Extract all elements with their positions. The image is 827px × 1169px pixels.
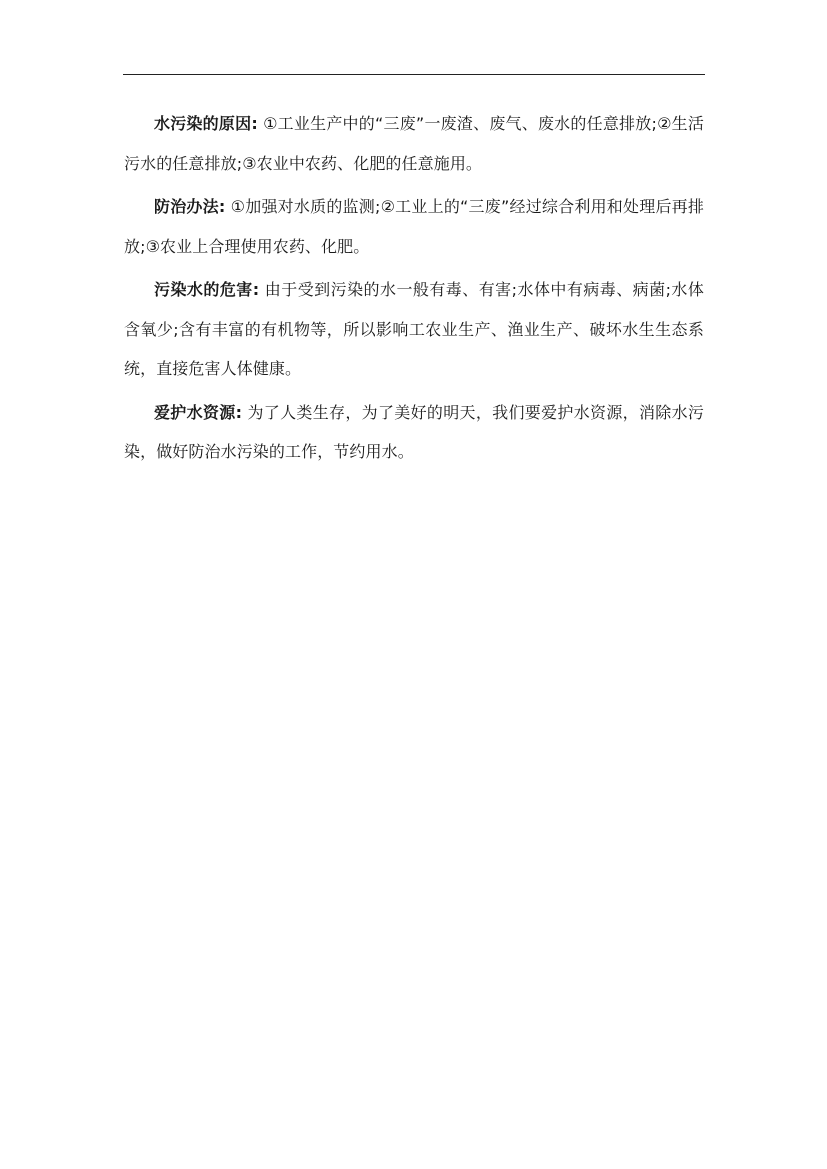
paragraph-pollution-harms xyxy=(124,270,704,389)
term-protect-water: 爱护水资源 xyxy=(154,402,236,422)
term-separator: : xyxy=(252,280,260,299)
document-body xyxy=(124,104,704,476)
term-prevention-methods: 防治办法 xyxy=(154,197,219,216)
term-separator: : xyxy=(235,402,243,422)
paragraph-text: ①工业生产中的“三废”一废渣、废气、废水的任意排放;②生活污水的任意排放;③农业中农药、化肥的任意施用。 xyxy=(124,114,704,173)
term-pollution-causes: 水污染的原因 xyxy=(154,114,252,133)
paragraph-text: 为了人类生存，为了美好的明天，我们要爱护水资源，消除水污染，做好防治水污染的工作，节约用水。 xyxy=(124,402,704,461)
paragraph-prevention-methods xyxy=(124,187,704,266)
paragraph-protect-water xyxy=(124,393,704,472)
term-separator: : xyxy=(251,114,258,133)
term-separator: : xyxy=(218,197,226,216)
paragraph-pollution-causes xyxy=(124,104,704,183)
paragraph-text: ①加强对水质的监测;②工业上的“三废”经过综合利用和处理后再排放;③农业上合理使用农药、化肥。 xyxy=(124,197,704,256)
paragraph-text: 由于受到污染的水一般有毒、有害;水体中有病毒、病菌;水体含氧少;含有丰富的有机物等，所以影响工农业生产、渔业生产、破坏水生生态系统，直接危害人体健康。 xyxy=(124,280,704,378)
header-rule xyxy=(123,74,705,75)
term-pollution-harms: 污染水的危害 xyxy=(154,280,253,299)
